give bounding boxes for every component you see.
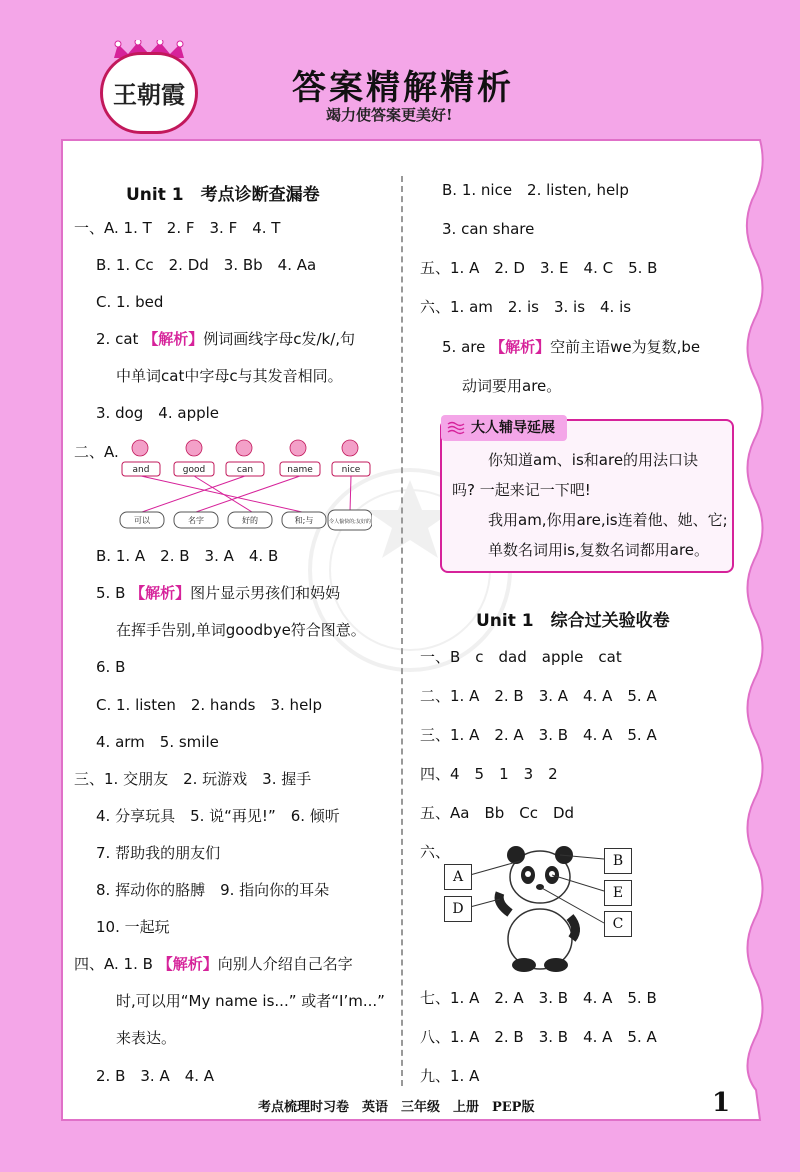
match-line [141, 476, 302, 512]
answer-line: 六、1. am 2. is 3. is 4. is [420, 298, 632, 316]
answer-text: 5. are [442, 338, 486, 356]
match-line [194, 476, 252, 512]
answer-line: B. 1. Cc 2. Dd 3. Bb 4. Aa [96, 256, 317, 274]
match-line [196, 476, 300, 512]
extension-text: 我用am,你用are,is连着他、她、它; [488, 511, 728, 529]
match-line [142, 476, 245, 512]
answer-line: 三、1. 交朋友 2. 玩游戏 3. 握手 [74, 770, 312, 788]
footer-book-info: 考点梳理时习卷 英语 三年级 上册 PEP版 [258, 1100, 535, 1115]
extension-title: 大人辅导延展 [471, 420, 555, 436]
wave-icon [447, 421, 465, 435]
answer-line [74, 954, 353, 974]
answer-line: 动词要用are。 [462, 377, 562, 395]
answer-line: 一、B c dad apple cat [420, 648, 622, 666]
match-top-word: name [287, 465, 313, 475]
answer-line: 4. 分享玩具 5. 说“再见!” 6. 倾听 [96, 807, 340, 825]
note-text: 向别人介绍自己名字 [217, 955, 353, 973]
match-top-word: good [182, 465, 206, 475]
publisher-logo [100, 52, 198, 134]
panda-label-box: D [444, 896, 472, 922]
answer-line [442, 337, 700, 357]
answer-line: 五、Aa Bb Cc Dd [420, 804, 575, 822]
logo-name: 王朝霞 [113, 80, 185, 109]
match-bottom-word: 和;与 [294, 516, 314, 525]
match-top-word: can [236, 465, 254, 475]
jiexi-label: 【解析】 [157, 955, 218, 973]
extension-text: 你知道am、is和are的用法口诀 [488, 451, 699, 469]
page-tagline: 竭力使答案更美好! [326, 106, 453, 124]
answer-line: 8. 挥动你的胳膊 9. 指向你的耳朵 [96, 881, 330, 899]
answer-line: 五、1. A 2. D 3. E 4. C 5. B [420, 259, 658, 277]
answer-line: 二、1. A 2. B 3. A 4. A 5. A [420, 687, 657, 705]
match-bottom-word: 令人愉快的;友好的 [329, 519, 371, 525]
answer-line: 一、A. 1. T 2. F 3. F 4. T [74, 219, 281, 237]
right-unit-title: Unit 1 综合过关验收卷 [476, 611, 670, 631]
answer-text: 四、A. 1. B [74, 955, 153, 973]
answer-line: B. 1. nice 2. listen, help [442, 181, 629, 199]
answer-line: 10. 一起玩 [96, 918, 170, 936]
answer-line: 九、1. A [420, 1067, 480, 1085]
extension-header [441, 415, 567, 441]
answer-text: 2. cat [96, 330, 139, 348]
answer-line: 来表达。 [116, 1029, 177, 1047]
matching-diagram [112, 438, 372, 538]
note-text: 空前主语we为复数,be [550, 338, 701, 356]
jiexi-label: 【解析】 [490, 338, 551, 356]
answer-line: 七、1. A 2. A 3. B 4. A 5. B [420, 989, 657, 1007]
answer-line: 三、1. A 2. A 3. B 4. A 5. A [420, 726, 657, 744]
note-text: 例词画线字母c发/k/,句 [203, 330, 356, 348]
answer-line: 在挥手告别,单词goodbye符合图意。 [116, 621, 366, 639]
match-bottom-word: 名字 [188, 516, 204, 525]
answer-line [96, 329, 355, 349]
match-top-word: and [132, 465, 150, 475]
answer-line: 3. dog 4. apple [96, 404, 220, 422]
answer-line: B. 1. A 2. B 3. A 4. B [96, 547, 279, 565]
extension-text: 吗? 一起来记一下吧! [452, 481, 591, 499]
panda-label-box: A [444, 864, 472, 890]
kids-row [132, 440, 358, 456]
column-divider [401, 176, 403, 1086]
match-bottom-word: 好的 [242, 516, 258, 525]
page-title: 答案精解精析 [292, 68, 514, 108]
answer-line: 6. B [96, 658, 126, 676]
extension-text: 单数名词用is,复数名词都用are。 [488, 541, 710, 559]
answer-line: 中单词cat中字母c与其发音相同。 [116, 367, 343, 385]
answer-line: 六、 [420, 843, 451, 861]
answer-line: 2. B 3. A 4. A [96, 1067, 215, 1085]
answer-line: 时,可以用“My name is...” 或者“I’m...” [116, 992, 385, 1010]
panda-label-box: E [604, 880, 632, 906]
answer-line: C. 1. listen 2. hands 3. help [96, 696, 322, 714]
answer-line: 四、4 5 1 3 2 [420, 765, 558, 783]
answer-line: 7. 帮助我的朋友们 [96, 844, 221, 862]
answer-line: 二、A. [74, 443, 119, 461]
answer-line: 八、1. A 2. B 3. B 4. A 5. A [420, 1028, 657, 1046]
answer-text: 5. B [96, 584, 126, 602]
note-text: 图片显示男孩们和妈妈 [190, 584, 341, 602]
panda-label-box: C [604, 911, 632, 937]
jiexi-label: 【解析】 [143, 330, 204, 348]
match-top-word: nice [341, 465, 361, 475]
panda-label-box: B [604, 848, 632, 874]
left-unit-title: Unit 1 考点诊断查漏卷 [126, 185, 320, 205]
header [0, 0, 800, 140]
jiexi-label: 【解析】 [130, 584, 191, 602]
answer-line [96, 583, 340, 603]
match-line [350, 476, 351, 512]
answer-line: 4. arm 5. smile [96, 733, 219, 751]
page-number: 1 [712, 1088, 731, 1118]
answer-line: C. 1. bed [96, 293, 164, 311]
answer-line: 3. can share [442, 220, 535, 238]
match-bottom-word: 可以 [134, 516, 150, 525]
